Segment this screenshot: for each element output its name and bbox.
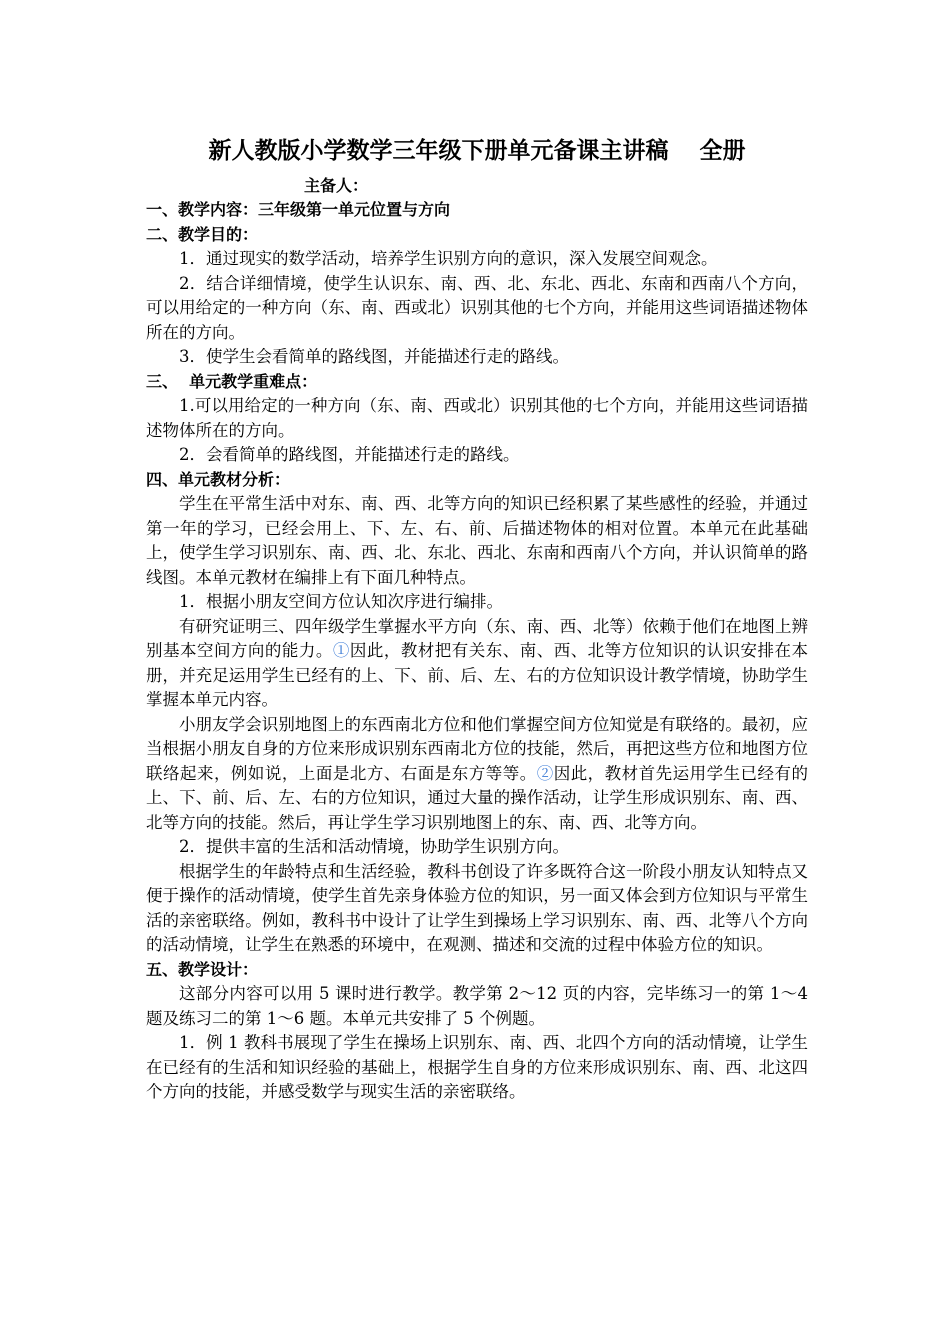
section-4-paragraph-5: 2．提供丰富的生活和活动情境，协助学生识别方向。 bbox=[179, 837, 569, 856]
paragraph-text: 小朋友学会识别地图上的东西南北方位和他们掌握空间方位知觉是有联络的。最初，应当根据小朋友自身的方位来形成识别东西南北方位的技能，然后，再把这些方位和地图方位联络起来，例如说，上面是北方、右面是东方等等。 bbox=[146, 714, 808, 783]
section-4-paragraph-6: 根据学生的年龄特点和生活经验，教科书创设了许多既符合这一阶段小朋友认知特点又便于操作的活动情境，使学生首先亲身体验方位的知识，另一面又体会到方位知识与平常生活的亲密联络。例如，教科书中设计了让学生到操场上学习识别东、南、西、北等八个方向的活动情境，让学生在熟悉的环境中，在观测、描述和交流的过程中体验方位的知识。 bbox=[146, 861, 808, 954]
paragraph-text: 有研究证明三、四年级学生掌握水平方向（东、南、西、北等）依赖于他们在地图上辨别基本空间方向的能力。 bbox=[146, 616, 808, 660]
section-2-paragraph-2: 2．结合详细情境，使学生认识东、南、西、北、东北、西北、东南和西南八个方向，可以用给定的一种方向（东、南、西或北）识别其他的七个方向，并能用这些词语描述物体所在的方向。 bbox=[146, 273, 808, 342]
document-title: 新人教版小学数学三年级下册单元备课主讲稿 全册 bbox=[208, 137, 746, 164]
author-line: 主备人： bbox=[304, 176, 369, 195]
paragraph-text: 因此，教材首先运用学生已经有的上、下、前、后、左、右的方位知识，通过大量的操作活动，让学生形成识别东、南、西、北等方向的技能。然后，再让学生学习识别地图上的东、南、西、北等方向。 bbox=[146, 763, 809, 832]
section-4-paragraph-4 bbox=[146, 713, 808, 836]
section-2-paragraph-3: 3．使学生会看简单的路线图，并能描述行走的路线。 bbox=[179, 347, 569, 366]
section-3-paragraph-2: 2．会看简单的路线图，并能描述行走的路线。 bbox=[179, 445, 520, 464]
section-5-heading: 五、教学设计： bbox=[146, 959, 259, 979]
section-2-paragraph-1: 1．通过现实的数学活动，培养学生识别方向的意识，深入发展空间观念。 bbox=[179, 249, 718, 268]
section-5-paragraph-2: 1．例 1 教科书展现了学生在操场上识别东、南、西、北四个方向的活动情境，让学生在已经有的生活和知识经验的基础上，根据学生自身的方位来形成识别东、南、西、北这四个方向的技能，并感受数学与现实生活的亲密联络。 bbox=[146, 1033, 808, 1101]
document-page bbox=[146, 136, 808, 1105]
section-4-paragraph-3 bbox=[146, 615, 808, 713]
footnote-marker-1[interactable]: ① bbox=[332, 641, 350, 660]
paragraph-text: 因此，教材把有关东、南、西、北等方位知识的认识安排在本册，并充足运用学生已经有的上、下、前、后、左、右的方位知识设计教学情境，协助学生掌握本单元内容。 bbox=[146, 641, 809, 709]
section-1-heading: 一、教学内容：三年级第一单元位置与方向 bbox=[146, 200, 451, 219]
section-2-heading: 二、教学目的： bbox=[146, 224, 259, 244]
footnote-marker-2[interactable]: ② bbox=[536, 763, 554, 783]
section-4-heading: 四、单元教材分析： bbox=[146, 469, 291, 489]
section-4-paragraph-1: 学生在平常生活中对东、南、西、北等方向的知识已经积累了某些感性的经验，并通过第一年的学习，已经会用上、下、左、右、前、后描述物体的相对位置。本单元在此基础上，使学生学习识别东、南、西、北、东北、西北、东南和西南八个方向，并认识简单的路线图。本单元教材在编排上有下面几种特点。 bbox=[146, 494, 808, 587]
section-3-heading: 三、 单元教学重难点： bbox=[146, 371, 318, 391]
section-4-paragraph-2: 1．根据小朋友空间方位认知次序进行编排。 bbox=[179, 592, 503, 611]
section-5-paragraph-1: 这部分内容可以用 5 课时进行教学。教学第 2～12 页的内容，完毕练习一的第 1～4 题及练习二的第 1～6 题。本单元共安排了 5 个例题。 bbox=[146, 984, 808, 1028]
section-3-paragraph-1: 1.可以用给定的一种方向（东、南、西或北）识别其他的七个方向，并能用这些词语描述物体所在的方向。 bbox=[146, 396, 808, 440]
